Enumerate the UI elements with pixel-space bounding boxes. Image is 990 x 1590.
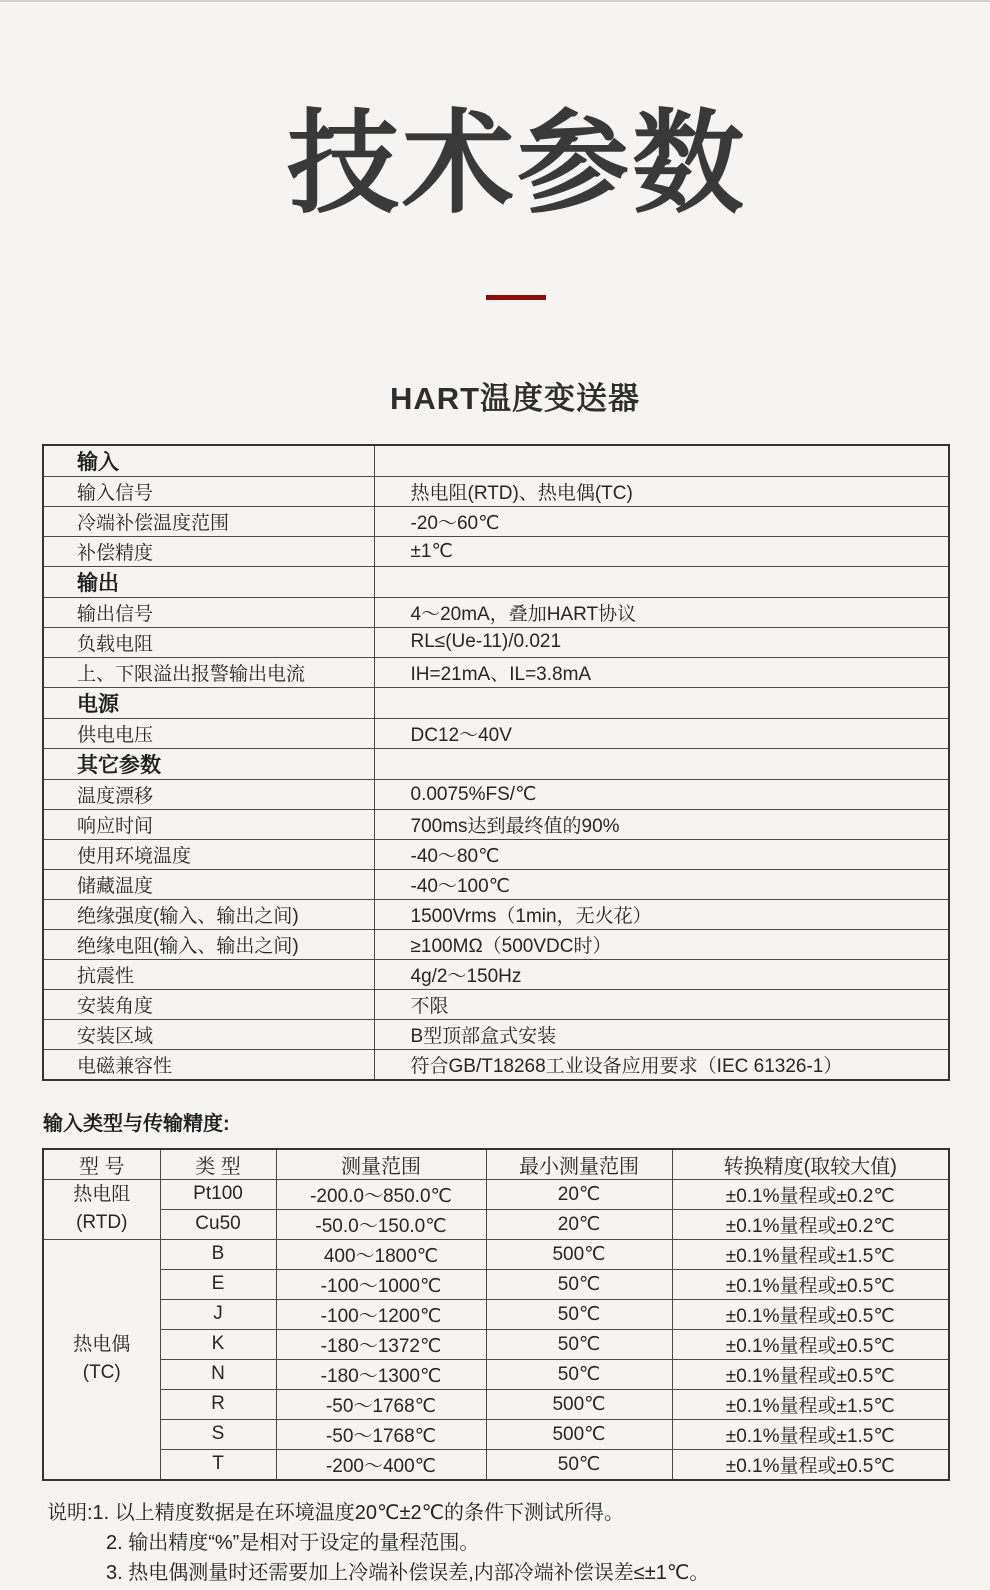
- accuracy-range-cell: -180～1372℃: [276, 1329, 486, 1359]
- accuracy-precision-cell: ±0.1%量程或±1.5℃: [672, 1239, 949, 1269]
- spec-row: [43, 929, 949, 959]
- spec-row: [43, 718, 949, 748]
- spec-value-cell: 不限: [374, 989, 949, 1019]
- accuracy-header-cell: 测量范围: [276, 1149, 486, 1180]
- accuracy-precision-cell: ±0.1%量程或±0.5℃: [672, 1449, 949, 1480]
- accuracy-type-cell: R: [160, 1389, 276, 1419]
- accuracy-min-range-cell: 50℃: [486, 1329, 672, 1359]
- spec-value-cell: ≥100MΩ（500VDC时）: [374, 929, 949, 959]
- spec-row: [43, 597, 949, 627]
- spec-label-cell: 电源: [43, 687, 374, 718]
- accuracy-precision-cell: ±0.1%量程或±0.5℃: [672, 1359, 949, 1389]
- spec-row: [43, 657, 949, 687]
- accuracy-min-range-cell: 20℃: [486, 1209, 672, 1239]
- spec-label-cell: 温度漂移: [43, 779, 374, 809]
- accuracy-precision-cell: ±0.1%量程或±0.5℃: [672, 1329, 949, 1359]
- accuracy-type-cell: Pt100: [160, 1179, 276, 1209]
- accuracy-type-cell: Cu50: [160, 1209, 276, 1239]
- spec-row: [43, 476, 949, 506]
- spec-label-cell: 输出: [43, 566, 374, 597]
- accuracy-header-cell: 转换精度(取较大值): [672, 1149, 949, 1180]
- accuracy-model-name: 热电阻: [73, 1184, 131, 1206]
- accuracy-range-cell: -50～1768℃: [276, 1419, 486, 1449]
- accuracy-row: [43, 1359, 949, 1389]
- spec-label-cell: 响应时间: [43, 809, 374, 839]
- notes-block: [47, 1498, 990, 1588]
- spec-label-cell: 上、下限溢出报警输出电流: [43, 657, 374, 687]
- spec-value-cell: ±1℃: [374, 536, 949, 566]
- accuracy-range-cell: -100～1000℃: [276, 1269, 486, 1299]
- spec-row: [43, 1049, 949, 1080]
- accuracy-range-cell: -180～1300℃: [276, 1359, 486, 1389]
- spec-value-cell: [374, 445, 949, 477]
- spec-row: [43, 899, 949, 929]
- top-divider: [0, 0, 990, 2]
- spec-row: [43, 627, 949, 657]
- spec-section-row: [43, 687, 949, 718]
- accuracy-precision-cell: ±0.1%量程或±1.5℃: [672, 1389, 949, 1419]
- accuracy-precision-cell: ±0.1%量程或±0.5℃: [672, 1269, 949, 1299]
- accuracy-row: [43, 1209, 949, 1239]
- spec-value-cell: 符合GB/T18268工业设备应用要求（IEC 61326-1）: [374, 1049, 949, 1080]
- spec-row: [43, 1019, 949, 1049]
- accuracy-type-cell: B: [160, 1239, 276, 1269]
- spec-section-row: [43, 445, 949, 477]
- accuracy-header-row: [43, 1149, 949, 1180]
- accuracy-model-name: 热电偶: [73, 1334, 131, 1356]
- accuracy-header-cell: 类 型: [160, 1149, 276, 1180]
- accuracy-min-range-cell: 500℃: [486, 1419, 672, 1449]
- accuracy-row: [43, 1269, 949, 1299]
- spec-value-cell: 热电阻(RTD)、热电偶(TC): [374, 476, 949, 506]
- accuracy-row: [43, 1449, 949, 1480]
- accuracy-row: [43, 1239, 949, 1269]
- accuracy-header-cell: 最小测量范围: [486, 1149, 672, 1180]
- spec-value-cell: 4g/2～150Hz: [374, 959, 949, 989]
- spec-label-cell: 补偿精度: [43, 536, 374, 566]
- accuracy-min-range-cell: 50℃: [486, 1299, 672, 1329]
- spec-label-cell: 绝缘电阻(输入、输出之间): [43, 929, 374, 959]
- accuracy-type-cell: K: [160, 1329, 276, 1359]
- accuracy-min-range-cell: 50℃: [486, 1449, 672, 1480]
- spec-label-cell: 电磁兼容性: [43, 1049, 374, 1080]
- accuracy-type-cell: E: [160, 1269, 276, 1299]
- spec-row: [43, 809, 949, 839]
- accuracy-precision-cell: ±0.1%量程或±0.2℃: [672, 1179, 949, 1209]
- accuracy-table: [42, 1148, 950, 1481]
- accuracy-min-range-cell: 50℃: [486, 1359, 672, 1389]
- product-heading: HART温度变送器: [389, 380, 641, 416]
- accuracy-model-cell: [43, 1239, 160, 1480]
- spec-row: [43, 536, 949, 566]
- spec-row: [43, 869, 949, 899]
- spec-row: [43, 959, 949, 989]
- accuracy-type-cell: S: [160, 1419, 276, 1449]
- accuracy-row: [43, 1419, 949, 1449]
- spec-label-cell: 储藏温度: [43, 869, 374, 899]
- spec-label-cell: 绝缘强度(输入、输出之间): [43, 899, 374, 929]
- accuracy-row: [43, 1389, 949, 1419]
- note-line: 2. 输出精度“%”是相对于设定的量程范围。: [106, 1531, 480, 1554]
- accuracy-type-cell: N: [160, 1359, 276, 1389]
- note-line: 3. 热电偶测量时还需要加上冷端补偿误差,内部冷端补偿误差≤±1℃。: [106, 1561, 710, 1584]
- accuracy-min-range-cell: 500℃: [486, 1239, 672, 1269]
- accuracy-caption: 输入类型与传输精度:: [43, 1112, 230, 1135]
- spec-value-cell: DC12～40V: [374, 718, 949, 748]
- spec-row: [43, 989, 949, 1019]
- spec-label-cell: 使用环境温度: [43, 839, 374, 869]
- spec-label-cell: 抗震性: [43, 959, 374, 989]
- accuracy-type-cell: T: [160, 1449, 276, 1480]
- accuracy-min-range-cell: 500℃: [486, 1389, 672, 1419]
- accuracy-min-range-cell: 50℃: [486, 1269, 672, 1299]
- spec-row: [43, 779, 949, 809]
- spec-value-cell: 4～20mA，叠加HART协议: [374, 597, 949, 627]
- spec-value-cell: [374, 566, 949, 597]
- spec-value-cell: 0.0075%FS/℃: [374, 779, 949, 809]
- spec-value-cell: -40～100℃: [374, 869, 949, 899]
- accuracy-model-sub: (TC): [82, 1362, 121, 1384]
- note-line: 说明:1. 以上精度数据是在环境温度20℃±2℃的条件下测试所得。: [47, 1501, 625, 1524]
- accuracy-row: [43, 1299, 949, 1329]
- spec-section-row: [43, 566, 949, 597]
- spec-value-cell: RL≤(Ue-11)/0.021: [374, 627, 949, 657]
- spec-label-cell: 冷端补偿温度范围: [43, 506, 374, 536]
- accuracy-precision-cell: ±0.1%量程或±1.5℃: [672, 1419, 949, 1449]
- accuracy-range-cell: -50.0～150.0℃: [276, 1209, 486, 1239]
- spec-label-cell: 输出信号: [43, 597, 374, 627]
- accuracy-header-cell: 型 号: [43, 1149, 160, 1180]
- spec-value-cell: [374, 748, 949, 779]
- accuracy-range-cell: 400～1800℃: [276, 1239, 486, 1269]
- accuracy-model-cell: [43, 1179, 160, 1239]
- spec-row: [43, 839, 949, 869]
- spec-value-cell: -20～60℃: [374, 506, 949, 536]
- accuracy-row: [43, 1329, 949, 1359]
- spec-label-cell: 供电电压: [43, 718, 374, 748]
- spec-value-cell: 1500Vrms（1min，无火花）: [374, 899, 949, 929]
- spec-label-cell: 安装角度: [43, 989, 374, 1019]
- spec-row: [43, 506, 949, 536]
- accuracy-type-cell: J: [160, 1299, 276, 1329]
- accuracy-range-cell: -100～1200℃: [276, 1299, 486, 1329]
- spec-label-cell: 负载电阻: [43, 627, 374, 657]
- accuracy-range-cell: -50～1768℃: [276, 1389, 486, 1419]
- spec-label-cell: 安装区域: [43, 1019, 374, 1049]
- spec-value-cell: [374, 687, 949, 718]
- spec-table: [42, 444, 950, 1081]
- spec-section-row: [43, 748, 949, 779]
- page-title: 技术参数: [287, 101, 747, 226]
- accuracy-range-cell: -200.0～850.0℃: [276, 1179, 486, 1209]
- spec-value-cell: IH=21mA、IL=3.8mA: [374, 657, 949, 687]
- accuracy-row: [43, 1179, 949, 1209]
- spec-value-cell: B型顶部盒式安装: [374, 1019, 949, 1049]
- accuracy-model-sub: (RTD): [76, 1212, 128, 1234]
- spec-label-cell: 其它参数: [43, 748, 374, 779]
- accent-divider: [486, 295, 546, 300]
- spec-label-cell: 输入信号: [43, 476, 374, 506]
- spec-value-cell: -40～80℃: [374, 839, 949, 869]
- spec-label-cell: 输入: [43, 445, 374, 477]
- accuracy-precision-cell: ±0.1%量程或±0.2℃: [672, 1209, 949, 1239]
- accuracy-range-cell: -200～400℃: [276, 1449, 486, 1480]
- spec-value-cell: 700ms达到最终值的90%: [374, 809, 949, 839]
- accuracy-min-range-cell: 20℃: [486, 1179, 672, 1209]
- accuracy-precision-cell: ±0.1%量程或±0.5℃: [672, 1299, 949, 1329]
